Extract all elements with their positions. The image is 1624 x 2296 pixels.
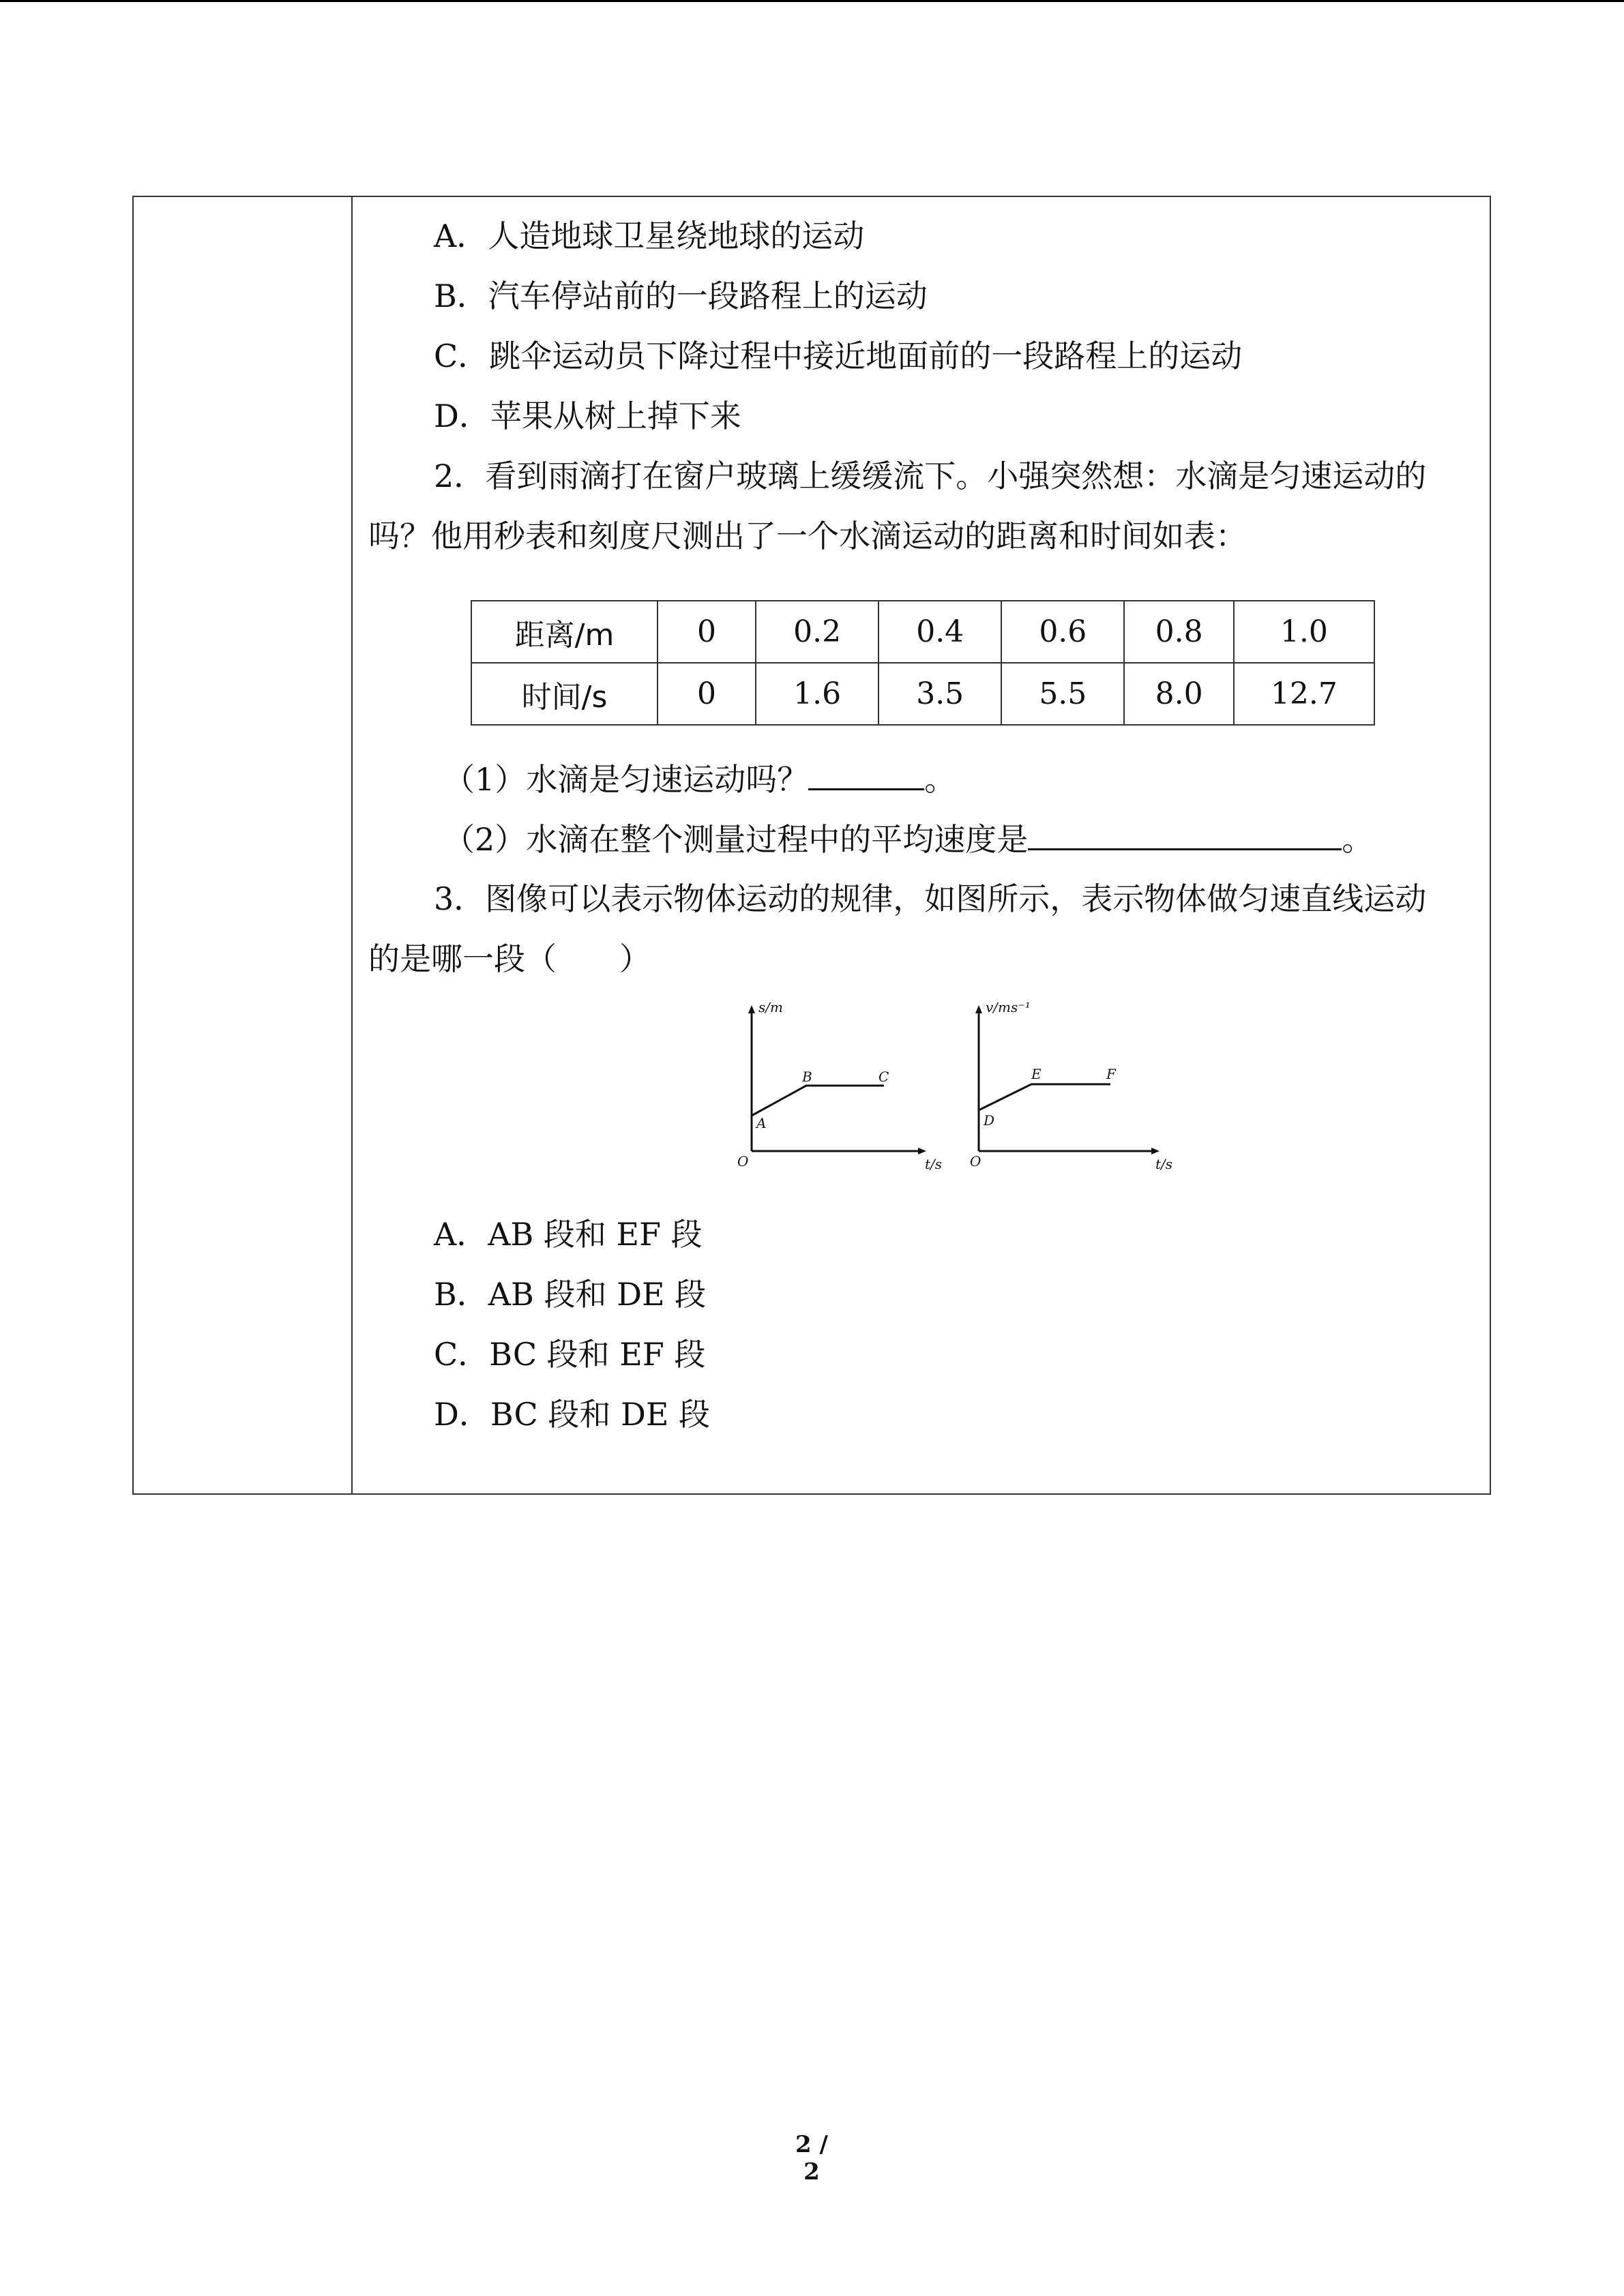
page-number: 2 / 2 [795,2131,828,2186]
table-cell: 0.8 [1124,601,1233,663]
q3-option-c: C．BC 段和 EF 段 [434,1336,706,1373]
q1-option-b: B．汽车停站前的一段路程上的运动 [434,278,928,314]
q2-sub2-text: （2）水滴在整个测量过程中的平均速度是 [443,821,1029,858]
table-cell: 0.4 [879,601,1001,663]
point-a: A [756,1115,767,1131]
table-cell: 3.5 [879,663,1001,725]
graph-v-t [970,1002,1172,1172]
table-cell: 0.6 [1001,601,1124,663]
q1-option-c: C．跳伞运动员下降过程中接近地面前的一段路程上的运动 [434,338,1243,374]
q3-option-b: B．AB 段和 DE 段 [434,1276,707,1313]
table-cell: 5.5 [1001,663,1124,725]
table-header-time: 时间/s [471,663,658,725]
table-header-distance: 距离/m [471,601,658,663]
q3-text-line1: 3．图像可以表示物体运动的规律，如图所示，表示物体做匀速直线运动 [434,880,1427,917]
table-row-time [471,663,1374,725]
q2-sub2 [443,818,1373,860]
point-b: B [802,1069,812,1085]
s-t-line [752,1086,884,1116]
table-cell: 0 [658,601,756,663]
q1-option-d: D．苹果从树上掉下来 [434,398,741,434]
origin-o-right: O [970,1153,981,1169]
table-cell: 1.6 [756,663,879,725]
distance-time-table [471,600,1375,726]
table-cell: 1.0 [1234,601,1374,663]
table-cell: 12.7 [1234,663,1374,725]
q2-sub2-end: 。 [1342,821,1374,858]
origin-o-left: O [737,1153,749,1169]
point-c: C [879,1069,889,1085]
q2-sub1-end: 。 [924,761,956,798]
y-axis-arrow [748,1005,755,1013]
q3-option-d: D．BC 段和 DE 段 [434,1396,711,1433]
q2-text-line1: 2．看到雨滴打在窗户玻璃上缓缓流下。小强突然想：水滴是匀速运动的 [434,458,1427,494]
q2-sub1-text: （1）水滴是匀速运动吗？ [443,761,809,798]
q2-text-line2: 吗？他用秒表和刻度尺测出了一个水滴运动的距离和时间如表： [368,518,1247,554]
motion-graphs [737,1002,1187,1187]
q1-option-a: A．人造地球卫星绕地球的运动 [434,218,865,254]
point-e: E [1031,1066,1042,1082]
v-t-line [979,1084,1110,1110]
answer-blank-2[interactable] [1028,818,1342,850]
point-f: F [1106,1066,1116,1082]
top-border [0,0,1624,2]
x-label-t-left: t/s [925,1156,943,1172]
y-label-s: s/m [758,1002,783,1015]
table-row-distance [471,601,1374,663]
y-axis-arrow [975,1005,982,1013]
q3-text-line2: 的是哪一段（ ） [368,940,651,977]
x-label-t-right: t/s [1155,1156,1173,1172]
q2-sub1 [443,758,956,800]
answer-blank-1[interactable] [808,758,924,790]
frame-divider [351,196,353,1495]
table-cell: 0.2 [756,601,879,663]
point-d: D [984,1112,995,1129]
graph-s-t [737,1002,942,1172]
q3-option-a: A．AB 段和 EF 段 [434,1216,703,1253]
y-label-v: v/ms⁻¹ [986,1002,1031,1015]
table-cell: 0 [658,663,756,725]
x-axis-arrow [1151,1148,1160,1154]
table-cell: 8.0 [1124,663,1233,725]
x-axis-arrow [918,1148,926,1154]
